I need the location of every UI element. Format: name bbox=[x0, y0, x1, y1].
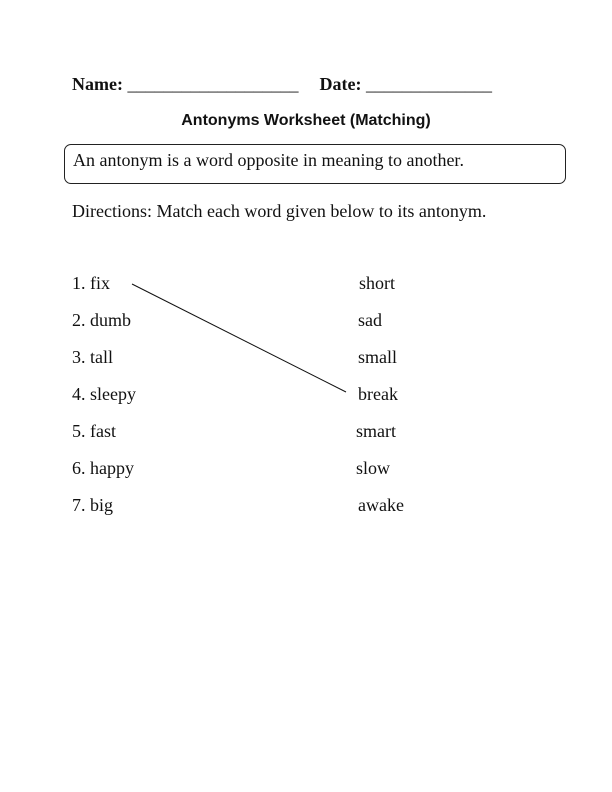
word-item: 5. fast bbox=[72, 421, 116, 441]
word-item: 2. dumb bbox=[72, 310, 132, 330]
antonym-item: awake bbox=[358, 495, 404, 515]
worksheet-title: Antonyms Worksheet (Matching) bbox=[181, 112, 431, 129]
name-blank[interactable]: ___________________ bbox=[127, 74, 299, 94]
antonym-item: slow bbox=[356, 458, 391, 478]
directions-text: Directions: Match each word given below to its antonym. bbox=[72, 201, 487, 221]
date-label: Date: bbox=[319, 74, 362, 94]
antonym-item: sad bbox=[358, 310, 382, 330]
word-item: 6. happy bbox=[72, 458, 134, 478]
word-item: 1. fix bbox=[72, 273, 110, 293]
date-blank[interactable]: ______________ bbox=[365, 74, 492, 94]
word-item: 3. tall bbox=[72, 347, 113, 367]
antonym-item: smart bbox=[356, 421, 396, 441]
antonym-item: small bbox=[358, 347, 397, 367]
antonym-item: short bbox=[359, 273, 395, 293]
definition-text: An antonym is a word opposite in meaning to another. bbox=[73, 150, 464, 170]
antonym-item: break bbox=[358, 384, 398, 404]
word-item: 7. big bbox=[72, 495, 114, 515]
name-label: Name: bbox=[72, 74, 123, 94]
word-item: 4. sleepy bbox=[72, 384, 136, 404]
